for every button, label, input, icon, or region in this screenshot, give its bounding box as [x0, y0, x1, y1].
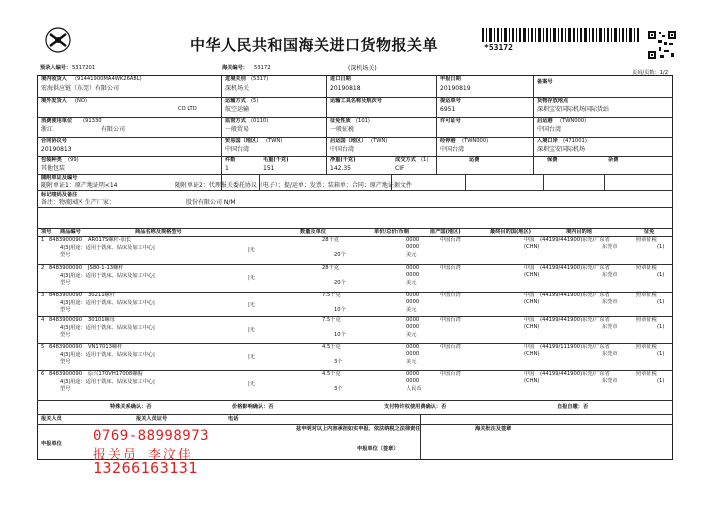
- item-price: 0000: [406, 317, 420, 323]
- shipper-label: 境外发货人: [41, 98, 67, 104]
- qr-code: [647, 30, 677, 63]
- item-origin: 中国台湾: [440, 237, 461, 243]
- freight-label: 运费: [469, 157, 480, 163]
- item-levy: 照章征税: [636, 344, 657, 350]
- item-qty2: 20个: [334, 280, 346, 286]
- item-qty1: 28千克: [322, 237, 339, 243]
- deal-label: 成交方式: [395, 157, 416, 163]
- record-no-label: 备案号: [537, 79, 553, 85]
- item-code: 8483900090: [49, 265, 83, 271]
- item-qty1: 4.5千克: [322, 344, 341, 350]
- royalty-confirm: 支付特许权使用费确认：否: [384, 404, 447, 410]
- item-dest-code: (CHN): [524, 299, 540, 305]
- deal-code: (1): [421, 157, 429, 163]
- item-code: 8483900090: [49, 317, 83, 323]
- item-dest-code: (CHN): [524, 351, 540, 357]
- item-spec: 型号: [60, 386, 71, 392]
- item-model: 30211螺杆: [88, 292, 115, 298]
- item-no: 1: [41, 237, 45, 243]
- item-qty1: 28千克: [322, 265, 339, 271]
- item-levy-code: (1): [657, 351, 665, 357]
- col-header-origin: 原产国(地区): [430, 229, 461, 235]
- customs-emblem-icon: [44, 26, 72, 57]
- pre-entry-label: 预录入编号：: [40, 65, 72, 71]
- item-levy-code: (1): [657, 378, 665, 384]
- customs-no-value: 53172: [254, 65, 271, 71]
- item-district2: 东莞市: [602, 378, 618, 384]
- declarant-stamp: [93, 428, 243, 476]
- stop-port-value: 中国台湾: [440, 146, 465, 153]
- declaration-statement: 兹申明对以上内容承担如实申报、依法纳税之法律责任: [296, 426, 421, 432]
- transport-code: (5): [251, 98, 259, 104]
- item-currency: 美元: [406, 252, 417, 258]
- item-district2: 东莞市: [602, 351, 618, 357]
- item-levy: 照章征税: [636, 237, 657, 243]
- col-header-district: 境内目的地: [566, 229, 592, 235]
- item-model: 原兴170VH17008螺帽: [88, 371, 143, 377]
- marks-value-2: 股份有限公司 N/M: [186, 199, 236, 206]
- entry-border-code: (471001): [563, 138, 587, 144]
- license-label: 许可证号: [440, 118, 461, 124]
- premium-label: 保费: [547, 157, 558, 163]
- item-qty2: 3个: [334, 359, 343, 365]
- consignee-code: (91441900MA4WK26A8L): [75, 76, 142, 82]
- item-currency: 美元: [406, 280, 417, 286]
- supervision-label: 监管方式: [225, 118, 246, 124]
- item-use: 4|3|用途：适用于铣床、钻床及加工中心|: [60, 352, 155, 358]
- item-no: 3: [41, 292, 45, 298]
- marks-value: 备注：物流园区 生产厂家：: [41, 199, 115, 206]
- item-qty2: 20个: [334, 252, 346, 258]
- entry-port-code: (5317): [251, 76, 269, 82]
- item-levy-code: (1): [657, 244, 665, 250]
- packing-value: 其他包装: [41, 165, 66, 172]
- item-model: AR017S螺杆-加长: [88, 237, 131, 243]
- item-use: 4|3|用途：适用于铣床、钻床及加工中心|: [60, 379, 155, 385]
- item-use: 4|3|用途：适用于铣床、钻床及加工中心|: [60, 245, 155, 251]
- item-brand: |无: [248, 247, 255, 253]
- item-total: 0000: [406, 299, 420, 305]
- declarant-label: 报关人员: [41, 416, 62, 422]
- item-model: JS80-1-13螺杆: [88, 265, 124, 271]
- item-model: VN17013螺杆: [88, 344, 123, 350]
- item-brand: |无: [248, 327, 255, 333]
- price-influence: 价格影响确认：否: [232, 404, 274, 410]
- docs-label: 随附单证及编号: [41, 175, 78, 181]
- col-header-levy: 征免: [644, 229, 655, 235]
- item-district2: 东莞市: [602, 299, 618, 305]
- item-levy: 照章征税: [636, 371, 657, 377]
- vehicle-label: 运输工具名称及航次号: [330, 98, 382, 104]
- entry-port-value: 深机场关: [225, 85, 250, 92]
- customs-office: (深机场关): [348, 65, 377, 72]
- item-code: 8483900090: [49, 344, 83, 350]
- consumer-label: 消费使用单位: [41, 118, 73, 124]
- item-qty2: 10个: [334, 332, 346, 338]
- supervision-code: (0110): [251, 118, 269, 124]
- item-code: 8483900090: [49, 371, 83, 377]
- customs-no-label: 海关编号：: [222, 65, 248, 71]
- item-origin: 中国台湾: [440, 317, 461, 323]
- item-use: 4|3|用途：适用于铣床、钻床及加工中心|: [60, 325, 155, 331]
- barcode-number: *53172: [484, 43, 513, 52]
- transport-label: 运输方式: [225, 98, 246, 104]
- docs-line2: 随附单证2：代理报关委托协议（电子）；提/运单；发票；装箱单；合同；原产地证据文件: [175, 182, 412, 189]
- item-brand: |无: [248, 302, 255, 308]
- packing-label: 包装种类: [41, 157, 62, 163]
- item-district: (44199/441900)东莞/广东省: [540, 371, 610, 377]
- item-price: 0000: [406, 292, 420, 298]
- depart-country-label: 启运国（地区）: [330, 138, 367, 144]
- origin-port-value: 中国台湾: [537, 126, 562, 133]
- gross-value: 151: [263, 165, 275, 172]
- item-price: 0000: [406, 265, 420, 271]
- item-no: 4: [41, 317, 45, 323]
- item-total: 0000: [406, 324, 420, 330]
- item-dest-code: (CHN): [524, 244, 540, 250]
- net-label: 净重(千克): [330, 157, 356, 163]
- item-district: (44199/441900)东莞/广东省: [540, 317, 610, 323]
- item-dest: 中国: [524, 292, 535, 298]
- item-dest: 中国: [524, 317, 535, 323]
- item-spec: 型号: [60, 359, 71, 365]
- goods-place-value: 深圳宝安国际机场国际货站: [537, 106, 610, 113]
- contract-value: 20190813: [41, 146, 72, 153]
- import-date-label: 进口日期: [330, 76, 351, 82]
- item-total: 0000: [406, 272, 420, 278]
- col-header-dest: 最终目的国(地区): [490, 229, 532, 235]
- unit-seal-label: 申报单位（签章）: [357, 446, 399, 452]
- depart-country-code: (TWN): [371, 138, 388, 144]
- item-price: 0000: [406, 344, 420, 350]
- item-origin: 中国台湾: [440, 371, 461, 377]
- col-header-code: 商品编号: [60, 229, 81, 235]
- shipper-code: (NO): [75, 98, 88, 104]
- item-qty1: 4.5千克: [322, 371, 341, 377]
- page-title: 中华人民共和国海关进口货物报关单: [190, 36, 439, 54]
- stamp-name: 报关员 李汶佳: [93, 448, 193, 463]
- consumer-name: 有限公司: [101, 126, 126, 133]
- declare-date-value: 20190819: [440, 85, 471, 92]
- shipper-name: CO LTD: [178, 106, 197, 112]
- item-dest: 中国: [524, 371, 535, 377]
- item-levy-code: (1): [657, 272, 665, 278]
- net-value: 142.35: [330, 165, 351, 172]
- docs-line1: 随附单证1：原产地证明<14: [41, 182, 118, 189]
- item-total: 0000: [406, 244, 420, 250]
- pieces-label: 件数: [225, 157, 236, 163]
- item-price: 0000: [406, 237, 420, 243]
- item-use: 4|3|用途：适用于铣床、钻床及加工中心|: [60, 300, 155, 306]
- item-levy: 照章征税: [636, 292, 657, 298]
- item-currency: 美元: [406, 307, 417, 313]
- import-date-value: 20190818: [330, 85, 361, 92]
- item-currency: 美元: [406, 359, 417, 365]
- levy-code: (101): [356, 118, 370, 124]
- item-levy-code: (1): [657, 299, 665, 305]
- misc-label: 杂费: [608, 157, 619, 163]
- item-levy: 照章征税: [636, 317, 657, 323]
- item-district: (44199/441900)东莞/广东省: [540, 292, 610, 298]
- item-dest: 中国: [524, 344, 535, 350]
- phone-label: 电话: [228, 416, 239, 422]
- item-qty2: 10个: [334, 307, 346, 313]
- bill-label: 提运单号: [440, 98, 461, 104]
- item-district: (44199/441900)东莞/广东省: [540, 237, 610, 243]
- item-total: 0000: [406, 351, 420, 357]
- item-currency: 美元: [406, 332, 417, 338]
- item-levy-code: (1): [657, 324, 665, 330]
- origin-port-label: 启运港: [537, 118, 553, 124]
- special-relation: 特殊关系确认：否: [110, 404, 152, 410]
- item-district2: 东莞市: [602, 324, 618, 330]
- trade-country-value: 中国台湾: [225, 146, 250, 153]
- bill-value: 6951: [440, 106, 456, 113]
- levy-value: 一般征税: [330, 126, 355, 133]
- item-spec: 型号: [60, 280, 71, 286]
- item-dest-code: (CHN): [524, 378, 540, 384]
- item-brand: |无: [248, 381, 255, 387]
- item-levy: 照章征税: [636, 265, 657, 271]
- item-qty2: 3个: [334, 386, 343, 392]
- item-district: (44199/111900)东莞/广东省: [540, 344, 610, 350]
- self-report: 自报自缴：否: [557, 404, 589, 410]
- item-dest: 中国: [524, 265, 535, 271]
- declare-date-label: 申报日期: [440, 76, 461, 82]
- entry-border-label: 入境口岸: [537, 138, 558, 144]
- item-model: 30101螺母: [88, 317, 115, 323]
- item-dest-code: (CHN): [524, 324, 540, 330]
- item-spec: 型号: [60, 332, 71, 338]
- contract-label: 合同协议号: [41, 138, 67, 144]
- customs-remark-label: 海关批注及签章: [475, 426, 512, 432]
- item-origin: 中国台湾: [440, 265, 461, 271]
- item-dest: 中国: [524, 237, 535, 243]
- supervision-value: 一般贸易: [225, 126, 250, 133]
- consumer-code: (91330: [83, 118, 102, 124]
- stop-port-code: (TWN000): [462, 138, 489, 144]
- item-qty1: 7.5千克: [322, 292, 341, 298]
- marks-label: 标记唛码及备注: [41, 192, 78, 198]
- item-code: 8483900090: [49, 237, 83, 243]
- item-total: 0000: [406, 378, 420, 384]
- transport-value: 航空运输: [225, 106, 250, 113]
- item-currency: 人民币: [406, 386, 422, 392]
- item-use: 4|3|用途：适用于铣床、钻床及加工中心|: [60, 273, 155, 279]
- col-header-qty: 数量及单位: [300, 229, 326, 235]
- item-spec: 型号: [60, 252, 71, 258]
- pieces-value: 1: [225, 165, 229, 172]
- origin-port-code: (TWN000): [560, 118, 587, 124]
- item-no: 6: [41, 371, 45, 377]
- depart-country-value: 中国台湾: [330, 146, 355, 153]
- consignee-label: 境内收货人: [41, 76, 67, 82]
- item-code: 8483900090: [49, 292, 83, 298]
- item-dest-code: (CHN): [524, 272, 540, 278]
- item-qty1: 7.5千克: [322, 317, 341, 323]
- page-indicator: 页码/页数：1/2: [632, 70, 669, 76]
- stamp-phone: 0769-88998973: [93, 428, 210, 444]
- gross-label: 毛重(千克): [263, 157, 289, 163]
- stamp-mobile: 13266163131: [93, 459, 198, 477]
- col-header-no: 项号: [41, 229, 52, 235]
- col-header-name: 商品名称及规格型号: [135, 229, 182, 235]
- item-no: 5: [41, 344, 45, 350]
- declarant-id-label: 报关人员证号: [136, 416, 168, 422]
- item-district2: 东莞市: [602, 244, 618, 250]
- item-brand: |无: [248, 275, 255, 281]
- item-brand: |无: [248, 354, 255, 360]
- unit-label: 申报单位: [41, 441, 62, 447]
- col-header-price: 单价/总价/币制: [374, 229, 409, 235]
- item-district2: 东莞市: [602, 272, 618, 278]
- item-spec: 型号: [60, 307, 71, 313]
- trade-country-code: (TWN): [266, 138, 283, 144]
- packing-code: (99): [68, 157, 79, 163]
- pre-entry-value: 5317201: [72, 65, 96, 71]
- levy-label: 征免性质: [330, 118, 351, 124]
- entry-port-label: 进境关别: [225, 76, 246, 82]
- goods-place-label: 货物存放地点: [537, 98, 569, 104]
- item-price: 0000: [406, 371, 420, 377]
- deal-value: CIF: [395, 165, 405, 172]
- item-district: (44199/441900)东莞/广东省: [540, 265, 610, 271]
- entry-border-value: 深圳宝安国际机场: [537, 146, 586, 153]
- item-origin: 中国台湾: [440, 344, 461, 350]
- stop-port-label: 经停港: [440, 138, 456, 144]
- trade-country-label: 贸易国（地区）: [225, 138, 262, 144]
- consignee-name: 宏海供应链（东莞）有限公司: [41, 85, 120, 92]
- consumer-prefix: 浙江: [41, 126, 54, 133]
- item-no: 2: [41, 265, 45, 271]
- item-origin: 中国台湾: [440, 292, 461, 298]
